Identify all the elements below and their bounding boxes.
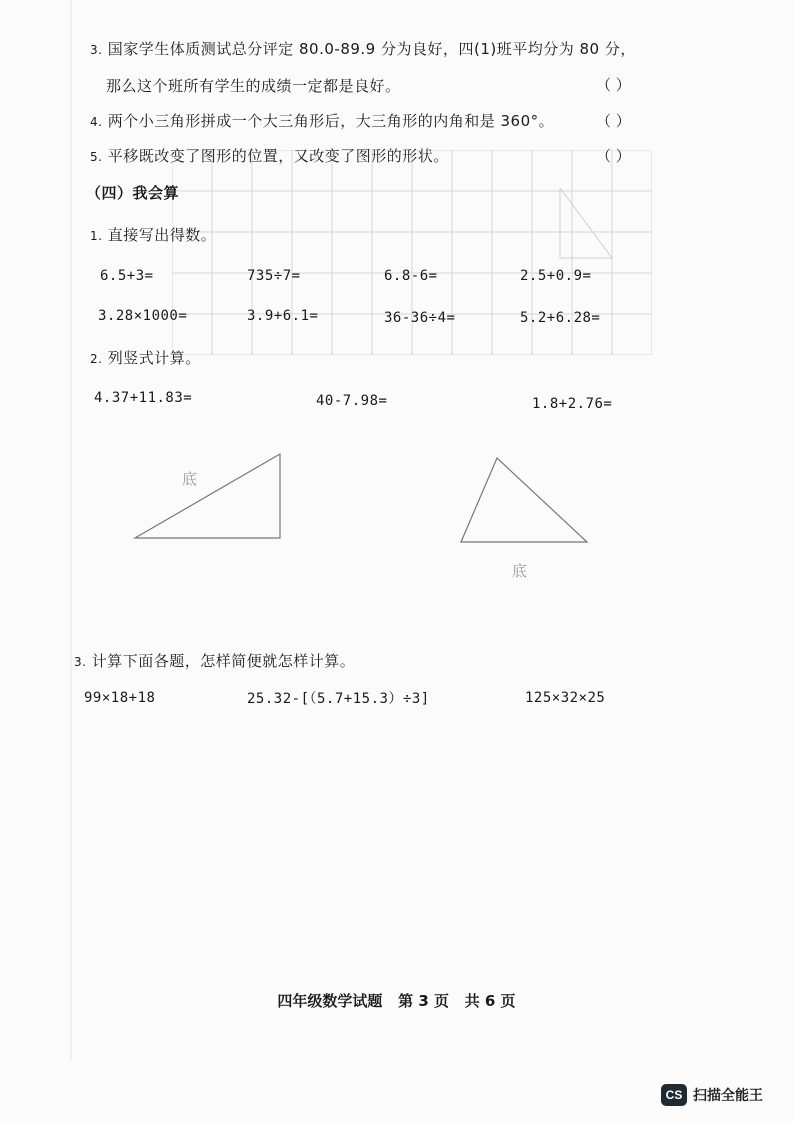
question-number: 4. xyxy=(90,115,103,129)
question-text: 列竖式计算。 xyxy=(107,349,201,367)
oral-calc-item: 735÷7= xyxy=(247,268,301,284)
vertical-calc-item: 1.8+2.76= xyxy=(532,396,613,412)
question-text: 国家学生体质测试总分评定 80.0-89.9 分为良好，四(1)班平均分为 80 分， xyxy=(107,40,636,58)
tf-question-3 xyxy=(90,38,636,59)
tf-question-4 xyxy=(90,110,554,131)
bleed-through-right-triangle xyxy=(130,448,290,544)
question-text: 两个小三角形拼成一个大三角形后，大三角形的内角和是 360°。 xyxy=(107,112,555,130)
vertical-calc-item: 4.37+11.83= xyxy=(94,390,193,406)
simplify-calc-item: 125×32×25 xyxy=(525,690,606,706)
triangle-base-label: 底 xyxy=(512,562,528,580)
simplify-calc-item: 99×18+18 xyxy=(84,690,156,706)
question-number: 2. xyxy=(90,352,103,366)
footer-total: 共 6 页 xyxy=(464,992,516,1010)
question-text: 计算下面各题，怎样简便就怎样计算。 xyxy=(91,652,356,670)
scanner-name: 扫描全能王 xyxy=(693,1088,763,1104)
question-text: 平移既改变了图形的位置，又改变了图形的形状。 xyxy=(107,147,449,165)
section-title: （四）我会算 xyxy=(86,184,180,202)
page-edge-shadow xyxy=(70,0,72,1060)
simplify-calc-item: 25.32-[（5.7+15.3）÷3] xyxy=(247,691,430,707)
oral-calc-item: 3.9+6.1= xyxy=(247,308,319,324)
oral-calc-item: 6.5+3= xyxy=(100,268,154,284)
q1-title xyxy=(90,224,216,245)
q3-title xyxy=(74,650,355,671)
q2-title xyxy=(90,347,201,368)
oral-calc-item: 5.2+6.28= xyxy=(520,310,601,326)
answer-paren-4[interactable]: （ ） xyxy=(596,112,631,130)
tf-question-5 xyxy=(90,145,449,166)
oral-calc-item: 3.28×1000= xyxy=(98,308,188,324)
tf-question-3-line-2: 那么这个班所有学生的成绩一定都是良好。 xyxy=(106,77,401,95)
question-number: 3. xyxy=(74,655,87,669)
page-footer xyxy=(0,990,793,1011)
bleed-through-acute-triangle xyxy=(455,450,595,550)
question-text: 直接写出得数。 xyxy=(107,226,217,244)
oral-calc-item: 36-36÷4= xyxy=(384,310,456,326)
footer-page: 第 3 页 xyxy=(398,992,449,1010)
camscanner-logo-icon: CS xyxy=(661,1084,687,1106)
question-number: 1. xyxy=(90,229,103,243)
oral-calc-item: 6.8-6= xyxy=(384,268,438,284)
oral-calc-item: 2.5+0.9= xyxy=(520,268,592,284)
answer-paren-3[interactable]: （ ） xyxy=(596,76,631,94)
triangle-base-label: 底 xyxy=(182,470,198,488)
vertical-calc-item: 40-7.98= xyxy=(316,393,388,409)
answer-paren-5[interactable]: （ ） xyxy=(596,147,631,165)
scanner-watermark xyxy=(661,1084,763,1106)
footer-subject: 四年级数学试题 xyxy=(277,992,383,1010)
question-number: 5. xyxy=(90,150,103,164)
question-number: 3. xyxy=(90,43,103,57)
